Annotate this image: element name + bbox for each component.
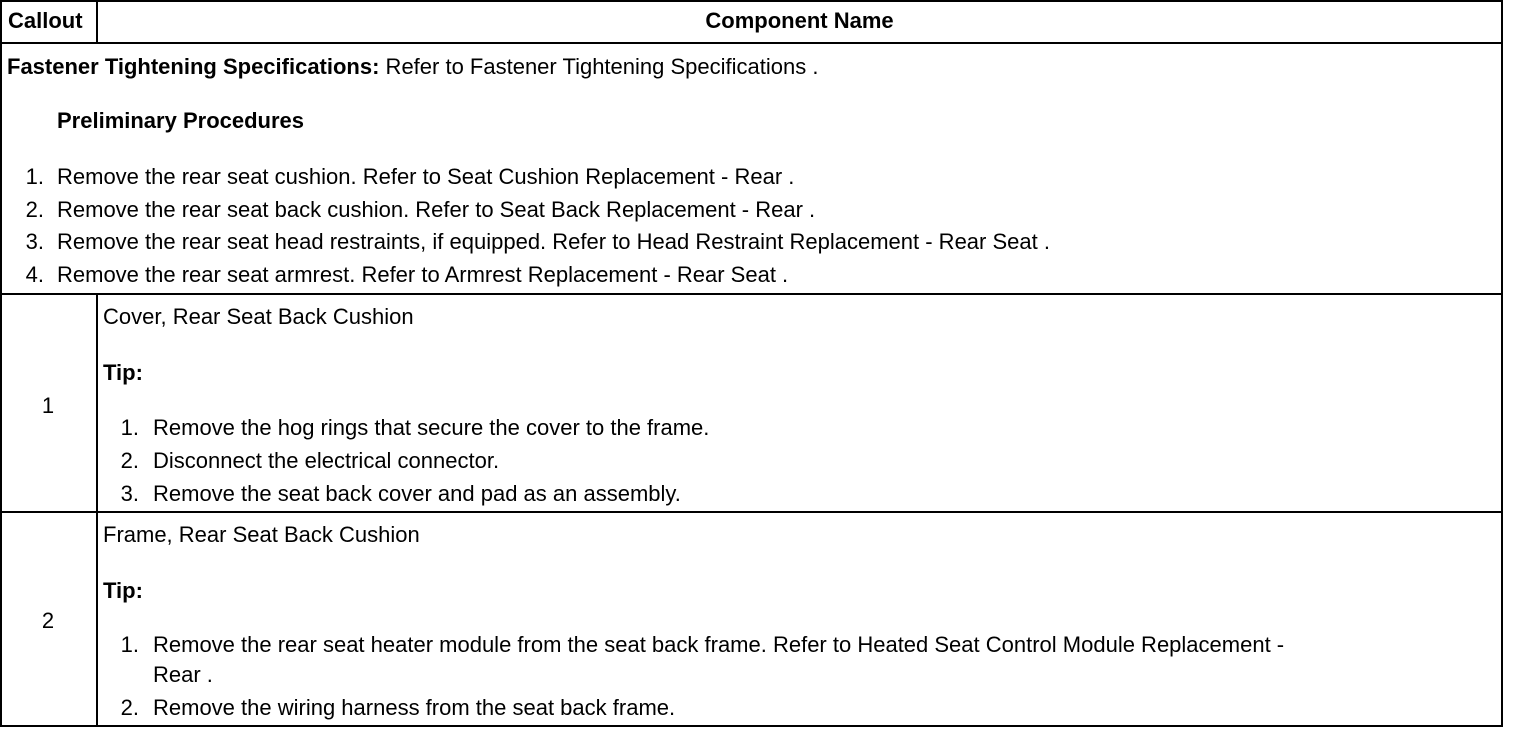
row-divider (0, 511, 1503, 513)
row-callout-number: 1 (41, 393, 55, 418)
intro-step-text[interactable]: Remove the rear seat head restraints, if equipped. Refer to Head Restraint Replacement - Rear Seat . (57, 229, 1050, 254)
row-divider (0, 293, 1503, 295)
row-component-name: Cover, Rear Seat Back Cushion (103, 304, 414, 329)
row-step-number: 1. (120, 415, 139, 440)
fastener-spec-link-text[interactable]: Refer to Fastener Tightening Specifications . (379, 54, 819, 79)
row-column-divider (96, 511, 98, 727)
intro-step-text[interactable]: Remove the rear seat armrest. Refer to Armrest Replacement - Rear Seat . (57, 262, 789, 287)
intro-step-number: 3. (25, 229, 44, 254)
row-step-number: 3. (120, 481, 139, 506)
row-step-text-continuation[interactable]: Rear . (153, 662, 213, 687)
intro-step-number: 2. (25, 197, 44, 222)
row-callout-number: 2 (41, 608, 55, 633)
row-step-text: Remove the hog rings that secure the cover to the frame. (153, 415, 710, 440)
intro-step-number: 4. (25, 262, 44, 287)
row-column-divider (96, 293, 98, 513)
row-step-text: Disconnect the electrical connector. (153, 448, 500, 473)
header-callout: Callout (8, 8, 83, 33)
intro-step-number: 1. (25, 164, 44, 189)
row-tip-label: Tip: (103, 578, 143, 603)
header-component-name: Component Name (705, 8, 894, 33)
preliminary-procedures-title: Preliminary Procedures (57, 108, 305, 133)
intro-step-text[interactable]: Remove the rear seat cushion. Refer to Seat Cushion Replacement - Rear . (57, 164, 795, 189)
row-component-name: Frame, Rear Seat Back Cushion (103, 522, 420, 547)
row-step-text[interactable]: Remove the rear seat heater module from the seat back frame. Refer to Heated Seat Control Module Replacement - (153, 632, 1285, 657)
row-step-number: 2. (120, 448, 139, 473)
row-step-text: Remove the wiring harness from the seat back frame. (153, 695, 676, 720)
row-tip-label: Tip: (103, 360, 143, 385)
row-step-number: 1. (120, 632, 139, 657)
header-divider (0, 42, 1503, 44)
row-step-text: Remove the seat back cover and pad as an assembly. (153, 481, 681, 506)
row-step-number: 2. (120, 695, 139, 720)
fastener-spec-line (7, 54, 818, 80)
fastener-spec-label: Fastener Tightening Specifications: (7, 54, 380, 79)
intro-step-text[interactable]: Remove the rear seat back cushion. Refer to Seat Back Replacement - Rear . (57, 197, 816, 222)
